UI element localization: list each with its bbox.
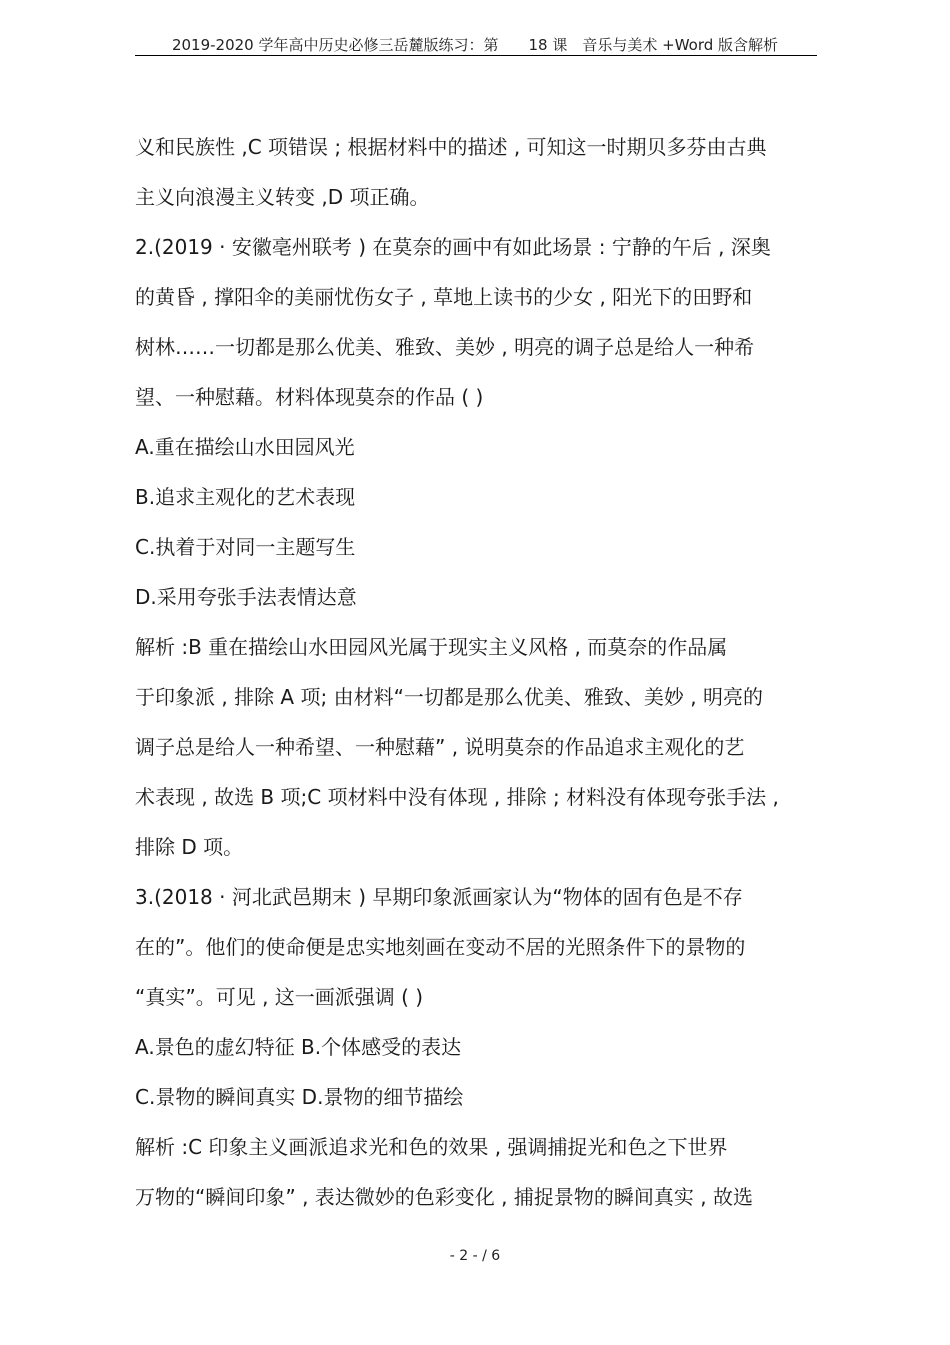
options-a-b: A.景色的虚幻特征 B.个体感受的表达 bbox=[135, 1035, 462, 1059]
document-body bbox=[135, 122, 820, 1222]
text-line: 调子总是给人一种希望、一种慰藉” , 说明莫奈的作品追求主观化的艺 bbox=[135, 735, 745, 759]
page-header: 2019-2020 学年高中历史必修三岳麓版练习：第 18 课 音乐与美术 +Word 版含解析 bbox=[171, 36, 779, 54]
options-c-d: C.景物的瞬间真实 D.景物的细节描绘 bbox=[135, 1085, 464, 1109]
header-rule bbox=[135, 55, 817, 56]
text-line: 树林……一切都是那么优美、雅致、美妙 , 明亮的调子总是给人一种希 bbox=[135, 335, 755, 359]
text-line: 排除 D 项。 bbox=[135, 835, 244, 859]
text-line: 术表现 , 故选 B 项;C 项材料中没有体现 , 排除 ; 材料没有体现夸张手法 , bbox=[135, 785, 779, 809]
text-line: “真实”。可见 , 这一画派强调 ( ) bbox=[135, 985, 424, 1009]
text-line: 望、一种慰藉。材料体现莫奈的作品 ( ) bbox=[135, 385, 484, 409]
option-c: C.执着于对同一主题写生 bbox=[135, 535, 356, 559]
text-line: 万物的“瞬间印象” , 表达微妙的色彩变化 , 捕捉景物的瞬间真实 , 故选 bbox=[135, 1185, 753, 1209]
analysis-2: 解析 :B 重在描绘山水田园风光属于现实主义风格 , 而莫奈的作品属 bbox=[135, 635, 728, 659]
question-3-stem: 3.(2018 · 河北武邑期末 ) 早期印象派画家认为“物体的固有色是不存 bbox=[135, 885, 743, 909]
analysis-3: 解析 :C 印象主义画派追求光和色的效果 , 强调捕捉光和色之下世界 bbox=[135, 1135, 728, 1159]
text-line: 主义向浪漫主义转变 ,D 项正确。 bbox=[135, 185, 430, 209]
text-line: 在的”。他们的使命便是忠实地刻画在变动不居的光照条件下的景物的 bbox=[135, 935, 746, 959]
option-a: A.重在描绘山水田园风光 bbox=[135, 435, 355, 459]
text-line: 于印象派 , 排除 A 项; 由材料“一切都是那么优美、雅致、美妙 , 明亮的 bbox=[135, 685, 763, 709]
option-b: B.追求主观化的艺术表现 bbox=[135, 485, 356, 509]
text-line: 的黄昏 , 撑阳伞的美丽忧伤女子 , 草地上读书的少女 , 阳光下的田野和 bbox=[135, 285, 753, 309]
text-line: 义和民族性 ,C 项错误 ; 根据材料中的描述 , 可知这一时期贝多芬由古典 bbox=[135, 135, 767, 159]
question-2-stem: 2.(2019 · 安徽亳州联考 ) 在莫奈的画中有如此场景 : 宁静的午后 , 深奥 bbox=[135, 235, 771, 259]
option-d: D.采用夸张手法表情达意 bbox=[135, 585, 357, 609]
page-number: - 2 - / 6 bbox=[449, 1248, 501, 1264]
